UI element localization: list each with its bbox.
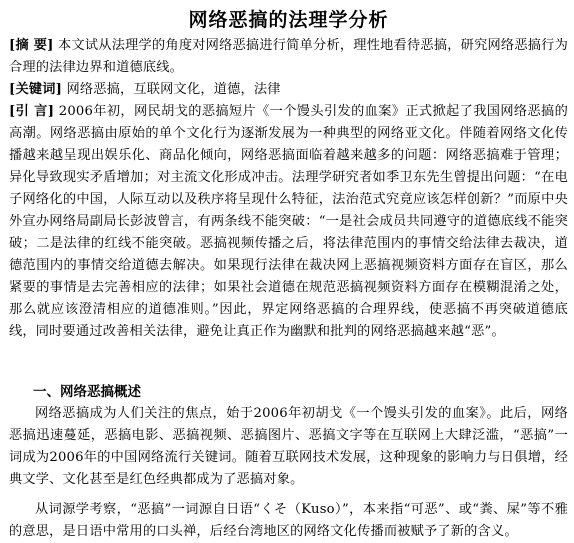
introduction-text: 2006年初，网民胡戈的恶搞短片《一个馒头引发的血案》正式掀起了我国网络恶搞的高潮。网络恶搞由原始的单个文化行为逐渐发展为一种典型的网络亚文化。伴随着网络文化传播越来越呈现出娱乐化、商品化倾向，网络恶搞面临着越来越多的问题：网络恶搞难于管理；异化导致现实矛盾增加；对主流文化形成冲击。法理学研究者如季卫东先生曾提出问题：“在电子网络化的中国，人际互动以及秩序将呈现什么特征，法治范式究竟应该怎样创新？”而原中央外宣办网络局副局长彭波曾言，有两条线不能突破：“一是社会成员共同遵守的道德底线不能突破；二是法律的红线不能突破。恶搞视频传播之后，将法律范围内的事情交给法律去裁决，道德范围内的事情交给道德去解决。如果现行法律在裁决网上恶搞视频资料方面存在盲区，那么紧要的事情是去完善相应的法律；如果社会道德在规范恶搞视频资料方面存在模糊混淆之处，那么就应该澄清相应的道德准则。”因此，界定网络恶搞的合理界线，使恶搞不再突破道德底线，同时要通过改善相关法律，避免让真正作为幽默和批判的网络恶搞越来越“恶”。	[9, 104, 568, 339]
keywords-paragraph	[9, 79, 568, 101]
introduction-label: [引 言]	[9, 104, 55, 119]
document-title: 网络恶搞的法理学分析	[188, 9, 389, 31]
abstract-text: 本文试从法理学的角度对网络恶搞进行简单分析，理性地看待恶搞，研究网络恶搞行为合理的法律边界和道德底线。	[9, 38, 568, 75]
keywords-text: 网络恶搞，互联网文化，道德，法律	[66, 82, 281, 97]
abstract-paragraph	[9, 35, 568, 79]
section-spacer	[9, 343, 568, 381]
section-heading: 一、网络恶搞概述	[33, 384, 141, 400]
abstract-label: [摘 要]	[9, 38, 54, 53]
section-paragraph: 从词源学考察，“恶搞”一词源自日语“くそ（Kuso）”，本来指“可恶”、或“粪、屎”等不雅的意思，是日语中常用的口头禅，后经台湾地区的网络文化传播而被赋予了新的含义。	[9, 502, 568, 539]
document-page	[0, 5, 574, 539]
section-paragraph: 网络恶搞成为人们关注的焦点，始于2006年初胡戈《一个馒头引发的血案》。此后，网络恶搞迅速蔓延，恶搞电影、恶搞视频、恶搞图片、恶搞文字等在互联网上大肆泛滥，“恶搞”一词成为2006年的中国网络流行关键词。随着互联网技术发展，这种现象的影响力与日俱增，经典文学、文化甚至是红色经典都成为了恶搞对象。	[9, 406, 568, 487]
introduction-paragraph	[9, 101, 568, 343]
keywords-label: [关键词]	[9, 82, 63, 97]
